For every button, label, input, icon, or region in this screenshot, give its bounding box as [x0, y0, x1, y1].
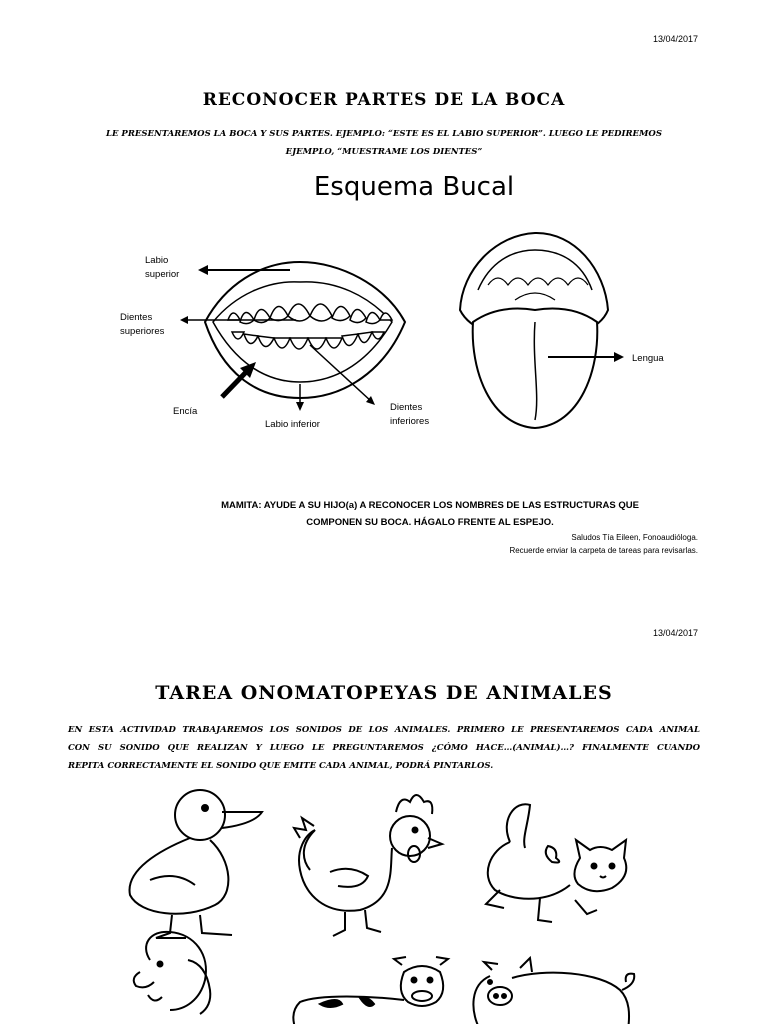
label-lengua: Lengua	[632, 353, 664, 364]
date-page-1: 13/04/2017	[652, 34, 698, 44]
label-dientes-inferiores: Dientes inferiores	[390, 402, 430, 427]
intro-line: REPITA CORRECTAMENTE EL SONIDO QUE EMITE CADA ANIMAL, PODRÁ PINTARLOS.	[68, 761, 494, 771]
intro-line: EN ESTA ACTIVIDAD TRABAJAREMOS LOS SONIDOS DE LOS ANIMALES. PRIMERO LE PRESENTAREMOS CADA ANIMAL	[68, 725, 700, 735]
intro-line: CON SU SONIDO QUE REALIZAN Y LUEGO LE PREGUNTAREMOS ¿CÓMO HACE…(ANIMAL)…? FINALMENTE CUANDO	[68, 743, 700, 753]
date-page-2: 13/04/2017	[652, 628, 698, 638]
page-title-animales: TAREA ONOMATOPEYAS DE ANIMALES	[155, 682, 613, 704]
signature: Saludos Tía Eileen, Fonoaudióloga. Recuerde enviar la carpeta de tareas para revisarlas.	[509, 533, 698, 555]
label-dientes-superiores: Dientes superiores	[120, 312, 165, 337]
label-labio-inferior: Labio inferior	[265, 419, 320, 430]
intro-line: LE PRESENTAREMOS LA BOCA Y SUS PARTES. EJEMPLO: “ESTE ES EL LABIO SUPERIOR”. LUEGO LE PEDIREMOS	[106, 129, 662, 139]
parent-note: MAMITA: AYUDE A SU HIJO(a) A RECONOCER LOS NOMBRES DE LAS ESTRUCTURAS QUE COMPONEN SU BOCA. HÁGALO FRENTE AL ESPEJO.	[221, 500, 639, 528]
page-title-boca: RECONOCER PARTES DE LA BOCA	[202, 90, 566, 110]
label-encia: Encía	[173, 406, 198, 417]
diagram-title: Esquema Bucal	[313, 172, 515, 202]
intro-line: EJEMPLO, “MUESTRAME LOS DIENTES”	[285, 147, 483, 157]
label-labio-superior: Labio superior	[145, 255, 180, 280]
